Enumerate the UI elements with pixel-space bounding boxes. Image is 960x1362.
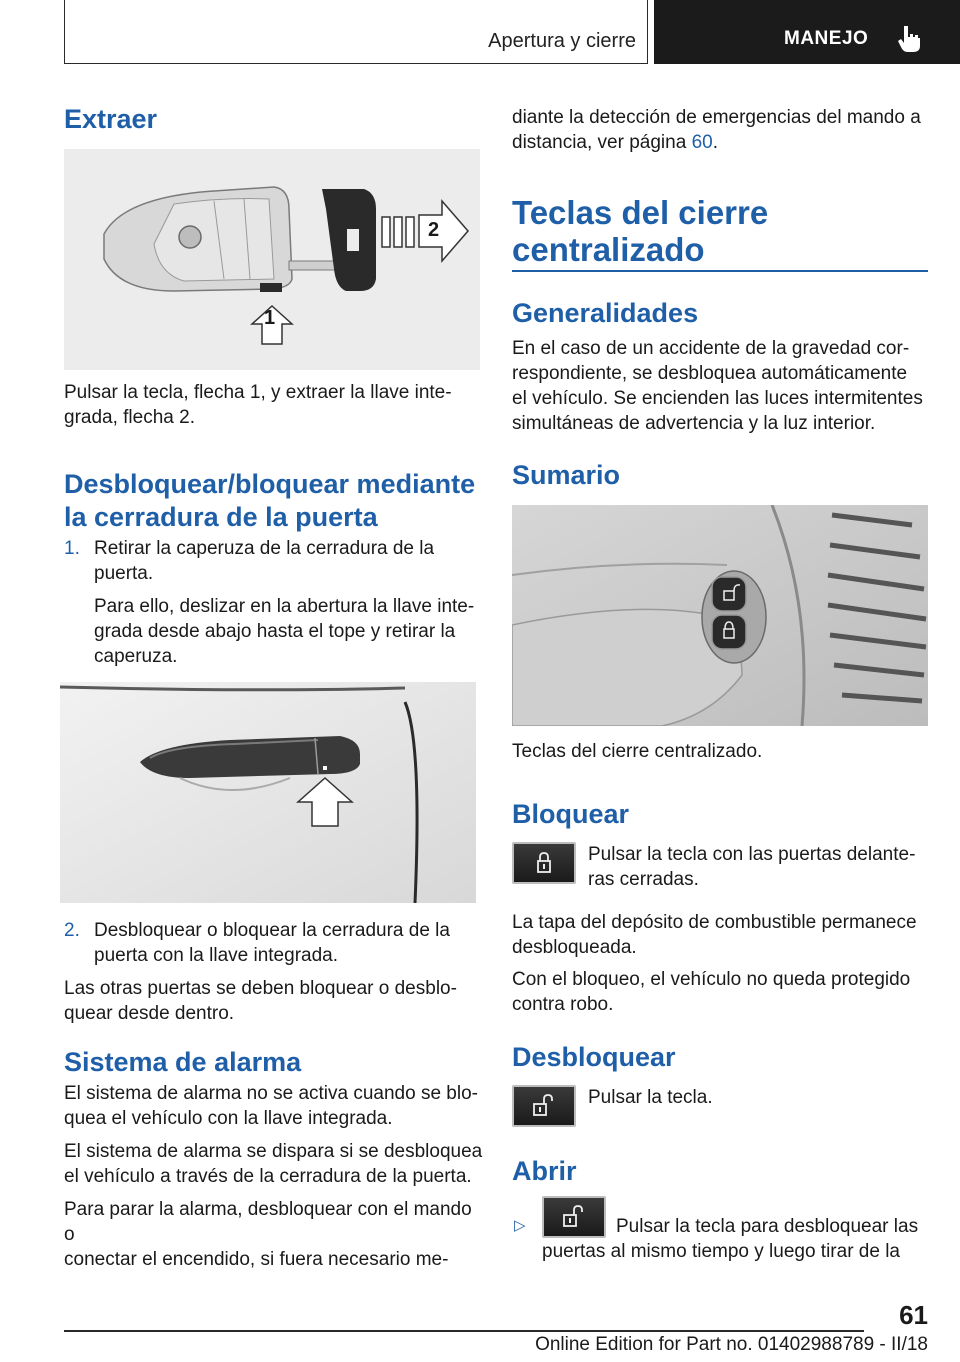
header-section-title: Apertura y cierre — [488, 30, 636, 52]
generalidades-heading: Generalidades — [512, 298, 699, 328]
text-line: desbloqueada. — [512, 937, 637, 958]
text-line: Con el bloqueo, el vehículo no queda protegido — [512, 969, 911, 990]
text-line: Retirar la caperuza de la cerradura de la — [94, 538, 435, 559]
text-line: Las otras puertas se deben bloquear o desblo‐ — [64, 978, 457, 999]
text-line — [512, 130, 932, 155]
sistema-alarma-heading: Sistema de alarma — [64, 1047, 302, 1077]
door-panel-illustration — [512, 505, 928, 726]
key-illustration — [64, 149, 480, 370]
page-reference-link[interactable]: 60 — [691, 132, 713, 153]
header-chapter-title: MANEJO — [784, 28, 869, 49]
step-2-text — [94, 918, 484, 968]
text-line: La tapa del depósito de combustible permanece — [512, 912, 917, 933]
bloquear-instruction — [588, 842, 928, 892]
text-line: Desbloquear o bloquear la cerradura de la — [94, 920, 450, 941]
footer-rule — [64, 1330, 864, 1332]
text-line: En el caso de un accidente de la gravedad cor‐ — [512, 338, 910, 359]
text-line: Pulsar la tecla, flecha 1, y extraer la llave inte‐ — [64, 382, 452, 403]
generalidades-paragraph — [512, 336, 932, 436]
figure-label-1: 1 — [264, 307, 276, 329]
desbloquear-cerradura-heading — [64, 468, 484, 534]
teclas-cierre-heading — [512, 194, 932, 268]
text-line: El sistema de alarma no se activa cuando se blo‐ — [64, 1083, 478, 1104]
text-line: Para ello, deslizar en la abertura la llave inte‐ — [94, 596, 475, 617]
extraer-paragraph — [64, 380, 484, 430]
text-line: puerta con la llave integrada. — [94, 945, 338, 966]
central-lock-buttons-figure — [512, 505, 928, 726]
pointing-hand-icon — [896, 24, 922, 54]
text-line: quear desde dentro. — [64, 1003, 235, 1024]
text-fragment: . — [712, 132, 718, 153]
lock-icon — [514, 844, 574, 882]
heading-rule — [512, 270, 928, 272]
text-line: diante la detección de emergencias del mando a — [512, 107, 921, 128]
desbloquear-instruction: Pulsar la tecla. — [588, 1087, 713, 1108]
bloquear-paragraph-3 — [512, 967, 932, 1017]
text-line: ras cerradas. — [588, 869, 699, 890]
text-line: grada, flecha 2. — [64, 407, 195, 428]
text-line: Para parar la alarma, desbloquear con el mando o — [64, 1199, 472, 1245]
unlock-button-icon-abrir — [542, 1196, 606, 1238]
unlock-button-icon — [512, 1085, 576, 1127]
footer-edition: Online Edition for Part no. 01402988789 - II/18 — [535, 1334, 928, 1355]
heading-line: Teclas del cierre — [512, 194, 769, 231]
text-line: simultáneas de advertencia y la luz interior. — [512, 413, 876, 434]
alarma-paragraph-1 — [64, 1081, 484, 1131]
text-line: caperuza. — [94, 646, 178, 667]
alarma-paragraph-3 — [64, 1197, 484, 1272]
bloquear-paragraph-2 — [512, 910, 932, 960]
door-handle-figure — [60, 682, 476, 903]
abrir-heading: Abrir — [512, 1156, 577, 1186]
heading-line: centralizado — [512, 231, 705, 268]
text-line: contra robo. — [512, 994, 614, 1015]
step-2-number: 2. — [64, 920, 80, 941]
otras-puertas-paragraph — [64, 976, 484, 1026]
text-fragment: distancia, ver página — [512, 132, 692, 153]
abrir-text-line-2: puertas al mismo tiempo y luego tirar de la — [542, 1241, 900, 1262]
text-line: conectar el encendido, si fuera necesario me‐ — [64, 1249, 449, 1270]
step-1-number: 1. — [64, 538, 80, 559]
sumario-caption: Teclas del cierre centralizado. — [512, 741, 763, 762]
unlock-icon — [514, 1087, 574, 1125]
text-line: grada desde abajo hasta el tope y retirar la — [94, 621, 456, 642]
heading-line: la cerradura de la puerta — [64, 502, 378, 532]
text-line: respondiente, se desbloquea automáticamente — [512, 363, 908, 384]
heading-line: Desbloquear/bloquear mediante — [64, 469, 476, 499]
text-line: el vehículo a través de la cerradura de la puerta. — [64, 1166, 472, 1187]
page-number: 61 — [899, 1300, 928, 1330]
text-line: puerta. — [94, 563, 154, 584]
figure-label-2: 2 — [428, 219, 440, 241]
text-line: El sistema de alarma se dispara si se desbloquea — [64, 1141, 483, 1162]
desbloquear-heading: Desbloquear — [512, 1042, 676, 1072]
bloquear-heading: Bloquear — [512, 799, 630, 829]
alarma-paragraph-2 — [64, 1139, 484, 1189]
header-chapter-tab — [654, 0, 960, 64]
extraer-heading: Extraer — [64, 104, 158, 134]
key-extraction-figure — [64, 149, 480, 370]
text-line: el vehículo. Se encienden las luces intermitentes — [512, 388, 923, 409]
step-1-text — [94, 536, 484, 586]
continuation-paragraph — [512, 105, 932, 155]
text-line: quea el vehículo con la llave integrada. — [64, 1108, 393, 1129]
step-1-subtext — [94, 594, 484, 669]
lock-button-icon — [512, 842, 576, 884]
door-handle-illustration — [60, 682, 476, 903]
bullet-triangle-icon: ▷ — [514, 1217, 526, 1234]
abrir-text-line-1: Pulsar la tecla para desbloquear las — [616, 1216, 919, 1237]
unlock-icon — [544, 1198, 604, 1236]
text-line: Pulsar la tecla con las puertas delante‐ — [588, 844, 916, 865]
sumario-heading: Sumario — [512, 460, 621, 490]
